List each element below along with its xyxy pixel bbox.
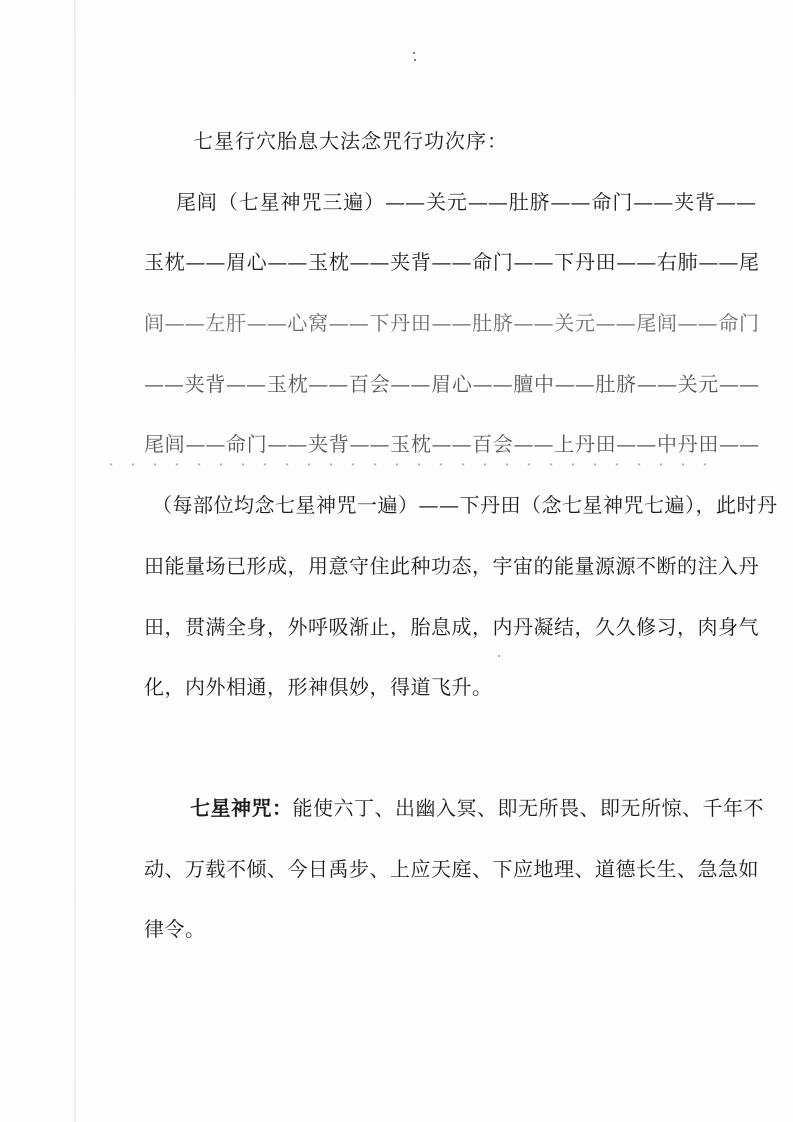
sequence-line-1: 尾闾（七星神咒三遍）——关元——肚脐——命门——夹背—— xyxy=(176,190,756,214)
spell-line-2: 动、万载不倾、今日禹步、上应天庭、下应地理、道德长生、急急如 xyxy=(144,857,759,881)
spell-line-3: 律令。 xyxy=(144,917,206,941)
scan-noise-line xyxy=(100,463,720,466)
scan-speck xyxy=(414,59,416,61)
scan-edge-shadow xyxy=(74,0,76,1122)
sequence-line-5: 尾闾——命门——夹背——玉枕——百会——上丹田——中丹田—— xyxy=(144,432,759,456)
sequence-line-2: 玉枕——眉心——玉枕——夹背——命门——下丹田——右肺——尾 xyxy=(144,250,759,274)
spell-text-1: 能使六丁、出幽入冥、即无所畏、即无所惊、千年不 xyxy=(292,796,764,820)
paragraph-line-1: （每部位均念七星神咒一遍）——下丹田（念七星神咒七遍），此时丹 xyxy=(152,493,778,517)
sequence-line-3: 闾——左肝——心窝——下丹田——肚脐——关元——尾闾——命门 xyxy=(144,311,759,335)
paragraph-line-4: 化，内外相通，形神俱妙，得道飞升。 xyxy=(144,675,493,699)
sequence-line-4: ——夹背——玉枕——百会——眉心——膻中——肚脐——关元—— xyxy=(144,372,759,396)
scan-speck xyxy=(413,52,415,54)
spell-line-1 xyxy=(190,792,793,821)
paragraph-line-3: 田，贯满全身，外呼吸渐止，胎息成，内丹凝结，久久修习，肉身气 xyxy=(144,615,759,639)
page-title: 七星行穴胎息大法念咒行功次序： xyxy=(193,129,508,153)
scan-speck xyxy=(498,655,500,657)
paragraph-line-2: 田能量场已形成，用意守住此种功态，宇宙的能量源源不断的注入丹 xyxy=(144,554,759,578)
spell-label: 七星神咒： xyxy=(190,796,293,820)
